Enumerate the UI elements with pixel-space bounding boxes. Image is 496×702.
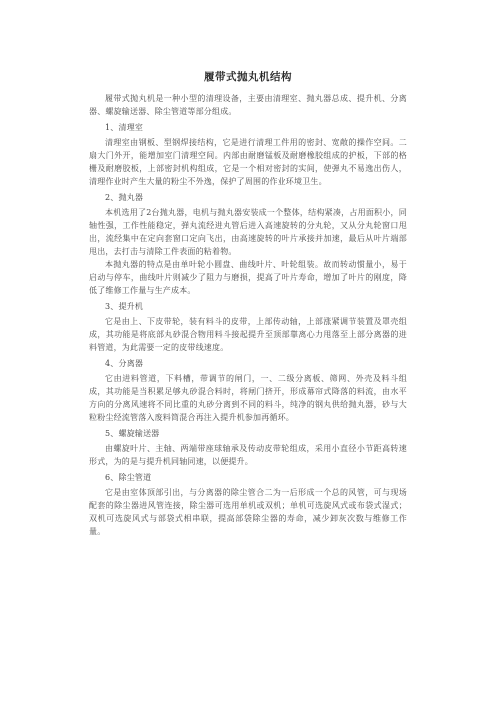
document-title: 履带式抛丸机结构	[204, 71, 292, 83]
section-heading-separator: 4、分离器	[105, 359, 144, 368]
document-body	[89, 92, 407, 538]
section-paragraph: 本抛丸器的特点是由单叶轮小圆盘、曲线叶片、叶轮组装。故而转动惯量小，易于启动与停车，曲线叶片则减少了阻力与磨损，提高了叶片寿命，增加了叶片的刚度，降低了维修工作量与生产成本。	[89, 260, 407, 295]
section-paragraph: 清理室由钢板、型钢焊接结构，它是进行清理工件用的密封、宽敞的操作空间。二扇大门外开，能增加室门清理空间。内部由耐磨锰板及耐磨橡胶组成的护板，下部的格栅及耐磨胶板，上部密封机构组成，它是一个相对密封的实间，使弹丸不易逸出伤人，清理作业时产生大量的粉尘不外逸，保护了周围的作业环境卫生。	[89, 138, 407, 186]
section-paragraph: 它是由室体顶部引出，与分离器的除尘管合二为一后形成一个总的风管，可与现场配套的除尘器进风管连接，除尘器可选用单机或双机；单机可选旋风式或布袋式湿式；双机可选旋风式与部袋式相串联，提高部袋除尘器的寿命，减少卸灰次数与维修工作量。	[89, 488, 407, 536]
section-heading-shot-blaster: 2、抛丸器	[105, 193, 144, 202]
section-heading-screw-conveyor: 5、螺旋输送器	[105, 429, 160, 438]
section-heading-cleaning-room: 1、清理室	[105, 123, 144, 132]
section-paragraph: 本机选用了2台抛丸器，电机与抛丸器安装成一个整体，结构紧凑，占用面积小，同轴性强，工作性能稳定，弹丸流经进丸管后进入高速旋转的分丸轮，又从分丸轮窗口甩出，流经集中在定向套窗口定向飞出，由高速旋转的叶片承接并加速，最后从叶片端部甩出，去打击与清除工件表面的粘着物。	[89, 208, 407, 256]
section-paragraph: 它是由上、下皮带轮，装有料斗的皮带，上部传动轴，上部涨紧调节装置及罩壳组成，其功能是将底部丸砂混合物用料斗接起提升至顶部靠离心力甩落至上部分离器的进料管道，为此需要一定的皮带线速度。	[89, 317, 407, 352]
section-paragraph: 由螺旋叶片、主轴、两端带座球轴承及传动皮带轮组成，采用小直径小节距高转速形式，为的是与提升机同轴同速，以便提升。	[89, 444, 407, 466]
section-heading-dust-duct: 6、除尘管道	[105, 473, 152, 482]
section-heading-elevator: 3、提升机	[105, 302, 144, 311]
section-paragraph: 它由进料管道，下料槽，带调节的闸门，一、二级分离板、筛网、外壳及料斗组成，其功能是当积累足够丸砂混合料时，将闸门挤开，形成幕帘式降落的料流，由水平方向的分离风速将不同比重的丸砂分离到不同的料斗，纯净的钢丸供给抛丸器，砂与大粒粉尘经流管落入废料筒混合再注入提升机参加再循环。	[89, 374, 407, 422]
intro-paragraph: 履带式抛丸机是一种小型的清理设备，主要由清理室、抛丸器总成、提升机、分离器、螺旋输送器、除尘管道等部分组成。	[89, 94, 407, 116]
